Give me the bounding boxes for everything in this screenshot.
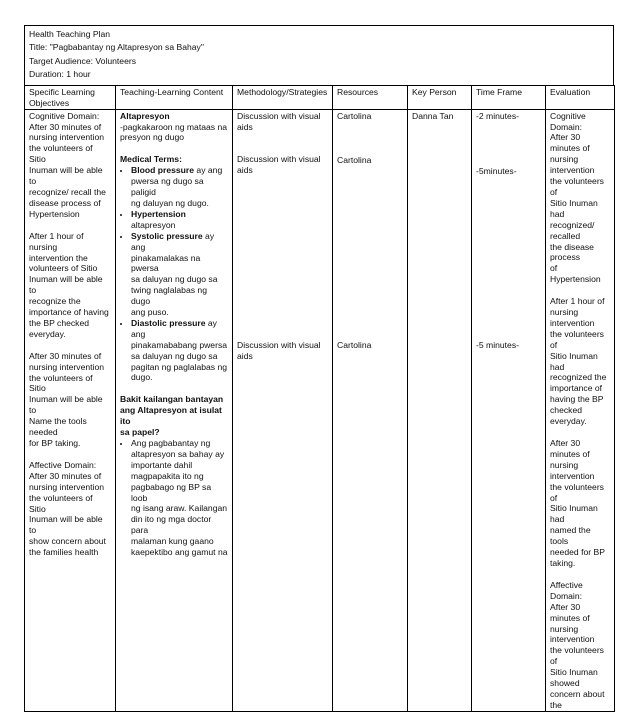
- teaching-plan-table: [24, 85, 615, 712]
- time-frame-text: -2 minutes-: [476, 110, 519, 121]
- list-item: [131, 231, 228, 318]
- content-title: Altapresyon: [120, 110, 170, 121]
- evaluation-text: Cognitive Domain: After 30 minutes of nursing intervention the volunteers of Sitio Inuman had recognized/ recalled the disease process of Hypertension: [550, 110, 604, 285]
- list-item: [131, 318, 228, 383]
- column-header: Specific Learning Objectives: [25, 85, 116, 109]
- methodology-text: Discussion with visual aids: [237, 154, 321, 176]
- term-text: ay ang pwersa ng dugo sa paligid ng daluyan ng dugo.: [131, 165, 223, 208]
- evaluation-text: After 1 hour of nursing intervention the volunteers of Sitio Inuman had recognized the importance of having the BP checked everyday.: [550, 296, 607, 427]
- methodology-cell: [233, 109, 333, 711]
- content-question: Bakit kailangan bantayan ang Altapresyon at isulat ito sa papel?: [120, 394, 224, 438]
- term-name: Systolic pressure: [131, 230, 203, 241]
- column-header: Resources: [333, 85, 408, 109]
- evaluation-text: After 30 minutes of nursing intervention the volunteers of Sitio Inuman had named the tools needed for BP taking.: [550, 438, 605, 568]
- time-frame-text: -5minutes-: [476, 165, 517, 176]
- column-header: Teaching-Learning Content: [116, 85, 233, 109]
- term-text: ay ang pinakamalakas na pwersa sa daluyan ng dugo sa twing naglalabas ng dugo ang puso.: [131, 230, 218, 318]
- key-person-text: Danna Tan: [412, 110, 454, 121]
- objective-text: Affective Domain: After 30 minutes of nursing intervention the volunteers of Sitio Inuman will be able to show concern about the families health: [29, 459, 106, 558]
- objective-text: After 30 minutes of nursing intervention the volunteers of Sitio Inuman will be able to Name the tools needed for BP taking.: [29, 350, 105, 448]
- plan-title: Title: "Pagbabantay ng Altapresyon sa Bahay": [29, 42, 204, 53]
- list-item: [131, 209, 228, 231]
- list-item: • Ang pagbabantay ng altapresyon sa bahay ay importante dahil magpapakita ito ng pagbabago ng BP sa loob ng isang araw. Kailangan din ito ng mga doctor para malaman kung gaano kaepektibo ang gamut na: [131, 438, 228, 558]
- list-item: [131, 165, 228, 209]
- resources-cell: [333, 109, 408, 711]
- resource-text: Cartolina: [337, 154, 372, 165]
- resource-text: Cartolina: [337, 340, 372, 351]
- resource-text: Cartolina: [337, 110, 372, 121]
- time-frame-text: -5 minutes-: [476, 340, 519, 351]
- plan-header: [24, 25, 614, 85]
- content-definition: -pagkakaroon ng mataas na presyon ng dugo: [120, 121, 228, 143]
- term-name: Blood pressure: [131, 165, 195, 176]
- column-header: Methodology/Strategies: [233, 85, 333, 109]
- evaluation-text: Affective Domain: After 30 minutes of nursing intervention the volunteers of Sitio Inuman showed concern about the: [550, 579, 605, 710]
- methodology-text: Discussion with visual aids: [237, 110, 321, 132]
- objective-text: After 1 hour of nursing intervention the volunteers of Sitio Inuman will be able to recognize the importance of having the BP checked everyday.: [29, 230, 109, 339]
- term-text: altapresyon: [131, 219, 176, 230]
- objective-text: Cognitive Domain: After 30 minutes of nursing intervention the volunteers of Sitio Inuman will be able to recognize/ recall the disease process of Hypertension: [29, 110, 106, 219]
- term-name: Diastolic pressure: [131, 317, 206, 328]
- evaluation-cell: [546, 109, 615, 711]
- column-header: Evaluation: [546, 85, 615, 109]
- teaching-plan-document: [24, 25, 614, 712]
- key-person-cell: [408, 109, 472, 711]
- table-row: [25, 109, 615, 711]
- term-name: Hypertension: [131, 208, 186, 219]
- time-frame-cell: [472, 109, 546, 711]
- terms-heading: Medical Terms:: [120, 154, 182, 165]
- column-header: Key Person: [408, 85, 472, 109]
- duration: Duration: 1 hour: [29, 69, 91, 80]
- term-text: ay ang pinakamababang pwersa sa daluyan ng dugo sa pagitan ng paglalabas ng dugo.: [131, 317, 228, 383]
- terms-list: [120, 165, 228, 383]
- target-audience: Target Audience: Volunteers: [29, 55, 137, 66]
- column-header: Time Frame: [472, 85, 546, 109]
- methodology-text: Discussion with visual aids: [237, 340, 321, 362]
- content-cell: [116, 109, 233, 711]
- table-header-row: [25, 85, 615, 109]
- answer-list: [120, 438, 228, 558]
- plan-heading: Health Teaching Plan: [29, 29, 111, 39]
- objectives-cell: [25, 109, 116, 711]
